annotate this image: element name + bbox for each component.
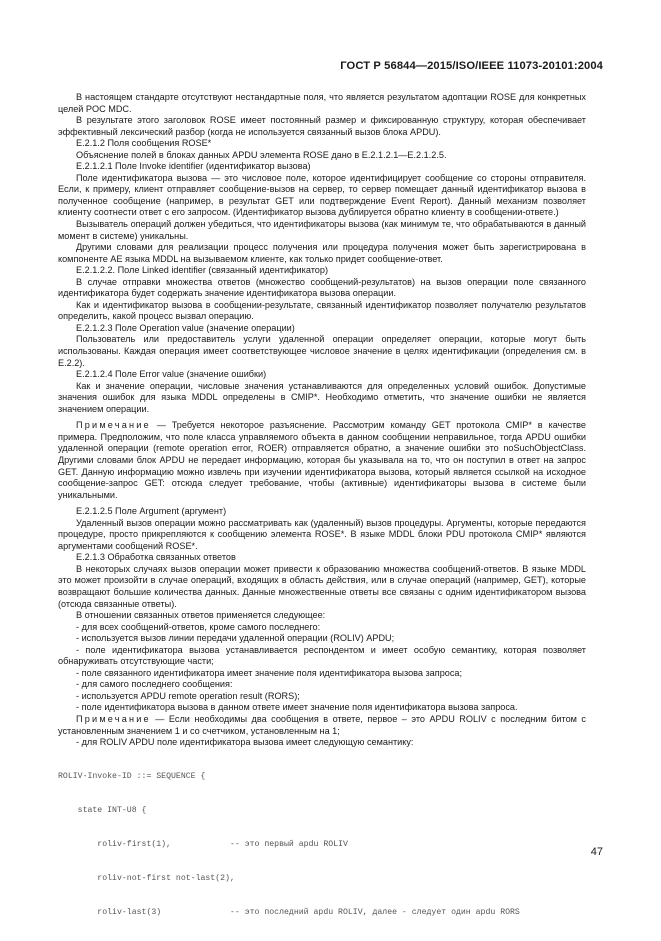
paragraph: Поле идентификатора вызова — это числовое поле, которое идентифицирует сообщение со стороны отправителя. Если, к примеру, клиент отправляет сообщение-вызов на сервер, то сервер помещает данный идентификатор вызова в полученное сообщение (например, в результат GET или подтверждение Event Report). Данный механизм позволяет клиенту соотнести ответ с его запросом. (Идентификатор вызова дублируется обратно клиенту в сообщении-ответе.) bbox=[58, 172, 586, 218]
code-block bbox=[58, 749, 586, 941]
section-heading: E.2.1.2.1 Поле Invoke identifier (идентификатор вызова) bbox=[76, 161, 311, 172]
section-heading: E.2.1.2.2. Поле Linked identifier (связанный идентификатор) bbox=[76, 265, 328, 276]
paragraph: В настоящем стандарте отсутствуют нестандартные поля, что является результатом адоптации ROSE для конкретных целей POC MDC. bbox=[58, 92, 586, 114]
code-line: state INT-U8 { bbox=[58, 806, 147, 816]
section-heading: E.2.1.2.5 Поле Argument (аргумент) bbox=[76, 506, 227, 517]
note-label: Примечание bbox=[76, 713, 151, 724]
list-item: - для ROLIV APDU поле идентификатора вызова имеет следующую семантику: bbox=[76, 737, 414, 748]
list-item: - для самого последнего сообщения: bbox=[76, 679, 233, 690]
paragraph: Вызыватель операций должен убедиться, что идентификаторы вызова (как минимум те, что обрабатываются в данный момент в системе) уникальны. bbox=[58, 219, 586, 241]
note-label: Примечание bbox=[76, 420, 151, 431]
code-line: roliv-last(3) -- это последний apdu ROLIV, далее - следует один apdu RORS bbox=[58, 907, 520, 917]
list-item: - поле связанного идентификатора имеет значение поля идентификатора вызова запроса; bbox=[76, 667, 463, 678]
paragraph: Другими словами для реализации процесс получения или процедура получения может быть зарегистрирована в компоненте AE языка MDDL на вызываемом клиенте, как только придет сообщение-ответ. bbox=[58, 242, 586, 264]
note-paragraph bbox=[58, 714, 586, 737]
section-heading: E.2.1.2.4 Поле Error value (значение ошибки) bbox=[76, 369, 267, 380]
paragraph: Как и значение операции, числовые значения устанавливаются для определенных условий ошибок. Допустимые значения ошибок для языка MDDL определены в CMIP*. Необходимо отметить, что значение ошибки не является значением операции. bbox=[58, 380, 586, 414]
paragraph: В некоторых случаях вызов операции может привести к образованию множества сообщений-ответов. В языке MDDL это может произойти в случае операций, входящих в область действия, или в случае операций (например, GET), которые возвращают большие количества данных. Данные множественные ответы все связаны с одним идентификатором вызова (отсюда связанные ответы). bbox=[58, 563, 586, 609]
list-item: - поле идентификатора вызова устанавливается респондентом и имеет особую семантику, которая позволяет обнаруживать отсутствующие части; bbox=[58, 644, 586, 667]
code-line: roliv-not-first not-last(2), bbox=[58, 873, 235, 883]
section-heading: E.2.1.2.3 Поле Operation value (значение операции) bbox=[76, 322, 295, 333]
section-heading: E.2.1.3 Обработка связанных ответов bbox=[76, 552, 236, 563]
list-item: - для всех сообщений-ответов, кроме самого последнего: bbox=[76, 621, 321, 632]
page-number: 47 bbox=[590, 846, 603, 858]
list-item: - поле идентификатора вызова в данном ответе имеет значение поля идентификатора вызова запроса. bbox=[76, 702, 518, 713]
code-line: ROLIV-Invoke-ID ::= SEQUENCE { bbox=[58, 772, 206, 782]
paragraph: В случае отправки множества ответов (множество сообщений-результатов) на вызов операции поле связанного идентификатора будет содержать значение идентификатора вызова операции. bbox=[58, 276, 586, 299]
paragraph: В отношении связанных ответов применяется следующее: bbox=[76, 610, 326, 621]
section-heading: E.2.1.2 Поля сообщения ROSE* bbox=[76, 138, 212, 149]
note-paragraph bbox=[58, 420, 586, 501]
paragraph: Пользователь или предоставитель услуги удаленной операции определяет операции, которые могут быть использованы. Каждая операция имеет соответствующее числовое значение в целях идентификации (определения см. в E.2.2). bbox=[58, 334, 586, 368]
list-item: - используется APDU remote operation result (RORS); bbox=[76, 690, 300, 701]
paragraph: Как и идентификатор вызова в сообщении-результате, связанный идентификатор позволяет получателю результатов определить, какой процесс вызвал операцию. bbox=[58, 299, 586, 322]
document-header: ГОСТ Р 56844—2015/ISO/IEEE 11073-20101:2004 bbox=[340, 60, 603, 72]
note-text: — Требуется некоторое разъяснение. Рассмотрим команду GET протокола CMIP* в качестве примера. Предположим, что поле класса управляемого объекта в данном сообщении неправильное, тогда APDU ошибки удаленной операции (remote operation error, ROER) отправляется обратно, а значение ошибки это noSuchObjectClass. Другими словами блок APDU не передает информацию, которая бы указывала на то, что он поступил в ответ на запрос GET. Данную информацию можно извлечь при изучении идентификатора вызова, который является ссылкой на исходное сообщение-запрос GET: отсюда следует требование, чтобы (активные) идентификаторы вызова в системе были уникальными. bbox=[58, 420, 586, 500]
code-line: roliv-first(1), -- это первый apdu ROLIV bbox=[58, 840, 348, 849]
paragraph: Объяснение полей в блоках данных APDU элемента ROSE дано в E.2.1.2.1—E.2.1.2.5. bbox=[76, 149, 447, 160]
document-body bbox=[58, 92, 586, 941]
note-text: — Если необходимы два сообщения в ответе, первое – это APDU ROLIV с последним битом с установленным значением 1 и со счетчиком, установленным на 1; bbox=[58, 713, 586, 736]
list-item: - используется вызов линии передачи удаленной операции (ROLIV) APDU; bbox=[76, 633, 395, 644]
paragraph: Удаленный вызов операции можно рассматривать как (удаленный) вызов процедуры. Аргументы, которые передаются процедуре, просто прикрепляются к сообщению элемента ROSE*. В языке MDDL блоки PDU протокола CMIP* являются аргументами сообщений ROSE*. bbox=[58, 517, 586, 551]
paragraph: В результате этого заголовок ROSE имеет постоянный размер и фиксированную структуру, которая обеспечивает эффективный лексический разбор (когда не используется связанный вызов блока APDU). bbox=[58, 115, 586, 137]
